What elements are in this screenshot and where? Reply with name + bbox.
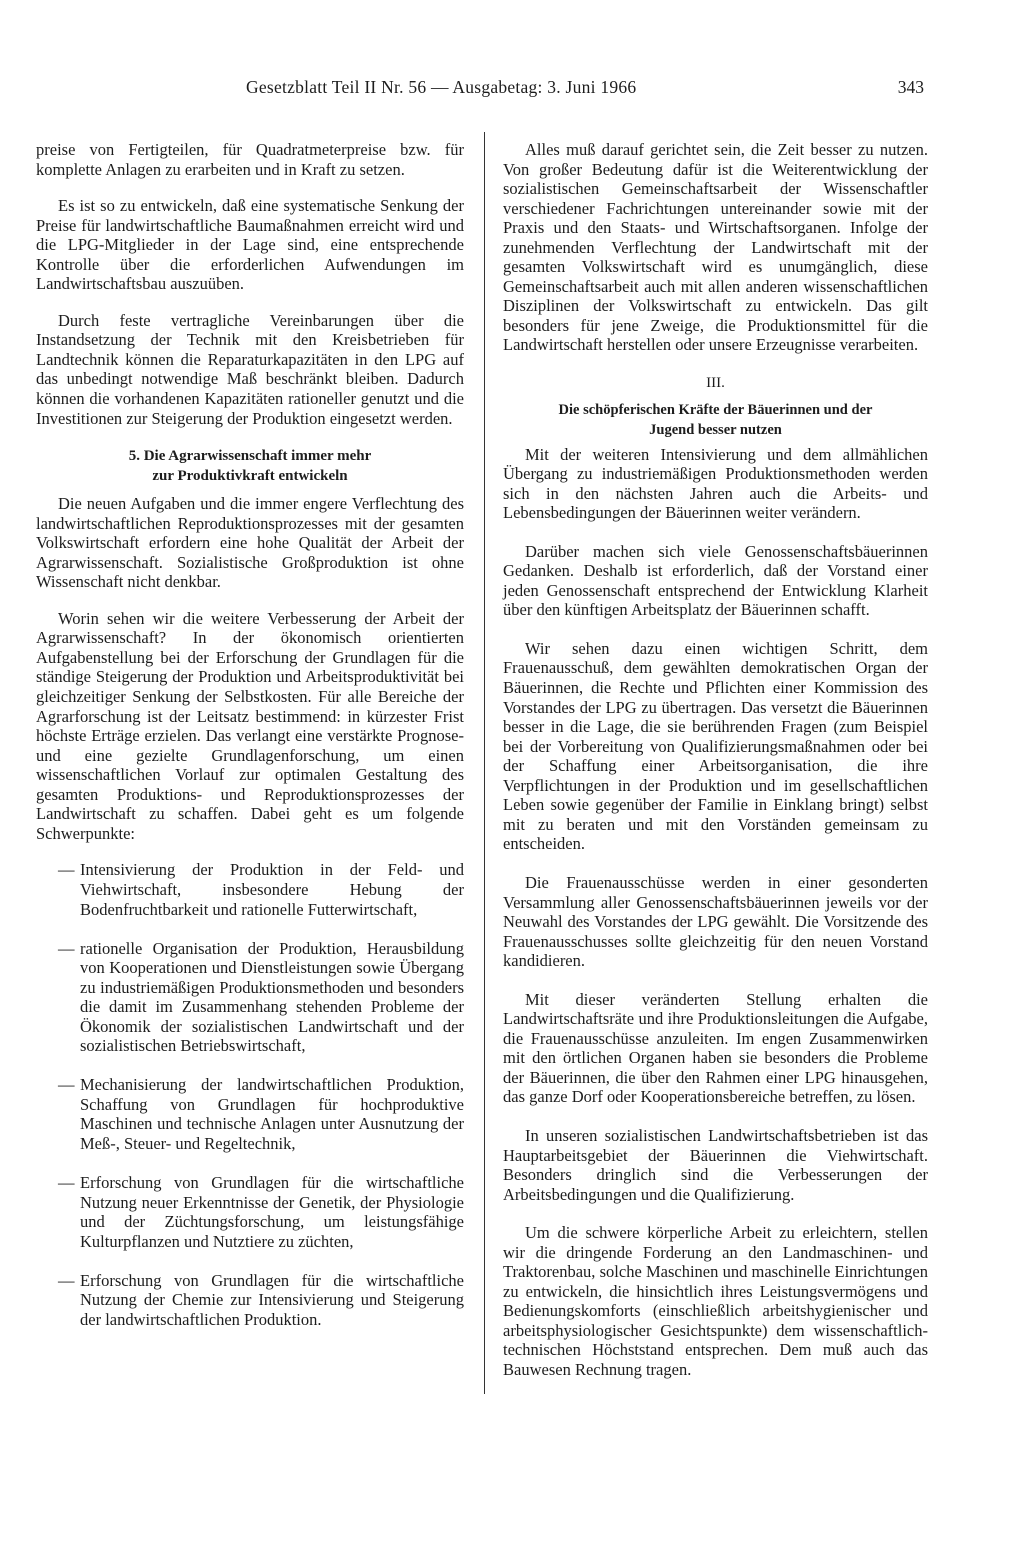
column-divider: [484, 132, 485, 1394]
list-item: [36, 1173, 464, 1251]
paragraph: Es ist so zu entwickeln, daß eine systematische Senkung der Preise für landwirtschaftliche Baumaßnahmen erreicht wird und die LPG-Mitglieder in der Lage sind, eine entsprechende Kontrolle über die erforderlichen Aufwendungen im Landwirtschaftsbau auszuüben.: [36, 196, 464, 294]
paragraph: Um die schwere körperliche Arbeit zu erleichtern, stellen wir die dringende Forderung an den Landmaschinen- und Traktorenbau, solche Maschinen und maschinelle Einrichtungen zu entwickeln, die hinsichtlich ihres Leistungsvermögens und Bedienungskomforts (einschließlich arbeitshygienischer und arbeitsphysiologischer Gesichtspunkte) dem wissenschaftlich-technischen Höchststand entsprechen. Dem muß auch das Bauwesen Rechnung tragen.: [503, 1223, 928, 1379]
dash-marker: —: [58, 1270, 75, 1290]
list-item-text: Erforschung von Grundlagen für die wirtschaftliche Nutzung neuer Erkenntnisse der Genetik, der Physiologie und der Züchtungsforschung, um leistungsfähige Kulturpflanzen und Nutztiere zu züchten,: [80, 1173, 464, 1251]
paragraph: Die Frauenausschüsse werden in einer gesonderten Versammlung aller Genossenschaftsbäuerinnen jeweils vor der Neuwahl des Vorstandes der LPG gewählt. Die Vorsitzende des Frauenausschusses sollte gleichzeitig für den neuen Vorstand kandidieren.: [503, 872, 928, 971]
section-heading: [36, 446, 464, 486]
section-heading-line: Jugend besser nutzen: [649, 421, 782, 438]
paragraph: Mit dieser veränderten Stellung erhalten die Landwirtschaftsräte und ihre Produktionsleitungen die Aufgabe, die Frauenausschüsse anzuleiten. Im engen Zusammenwirken mit den örtlichen Organen haben sie besonders die Probleme der Bäuerinnen, die über den Rahmen einer LPG hinausgehen, das ganze Dorf oder Kooperationsbereiche betreffen, zu lösen.: [503, 989, 928, 1107]
paragraph: Durch feste vertragliche Vereinbarungen über die Instandsetzung der Technik mit den Kreisbetrieben für Landtechnik können die Reparaturkapazitäten in den LPG auf das unbedingt notwendige Maß beschränkt bleiben. Dadurch können die vorhandenen Kapazitäten rationeller genutzt und die Investitionen zur Steigerung der Produktion eingesetzt werden.: [36, 310, 464, 428]
section-heading: [503, 400, 928, 440]
header-title: Gesetzblatt Teil II Nr. 56 — Ausgabetag: 3. Juni 1966: [246, 77, 637, 97]
page-number: 343: [897, 77, 924, 97]
section-number: III.: [706, 375, 725, 392]
section-heading-line: Die schöpferischen Kräfte der Bäuerinnen und der: [558, 401, 873, 418]
paragraph: Worin sehen wir die weitere Verbesserung der Arbeit der Agrarwissenschaft? In der ökonomisch orientierten Aufgabenstellung bei der Erforschung der Grundlagen für die ständige Steigerung der Produktion und Arbeitsproduktivität bei gleichzeitiger Senkung der Selbstkosten. Für alle Bereiche der Agrarforschung ist der Leitsatz bestimmend: in kürzester Frist höchste Erträge erzielen. Das verlangt eine verstärkte Prognose- und eine gezielte Grundlagenforschung, um einen wissenschaftlichen Vorlauf zur optimalen Gestaltung des gesamten Produktions- und Reproduktionsprozesses der Landwirtschaft zu schaffen. Dabei geht es um folgende Schwerpunkte:: [36, 608, 464, 843]
bullet-list: [36, 860, 464, 1329]
list-item-text: Intensivierung der Produktion in der Feld- und Viehwirtschaft, insbesondere Hebung der Bodenfruchtbarkeit und rationelle Futterwirtschaft,: [80, 860, 464, 919]
dash-marker: —: [58, 938, 75, 958]
paragraph: preise von Fertigteilen, für Quadratmeterpreise bzw. für komplette Anlagen zu erarbeiten und in Kraft zu setzen.: [36, 140, 464, 179]
list-item: [36, 1271, 464, 1330]
list-item-text: rationelle Organisation der Produktion, Herausbildung von Kooperationen und Dienstleistungen sowie Übergang zu industriemäßigen Produktionsmethoden und besonders die damit im Zusammenhang stehenden Probleme der Ökonomik der sozialistischen Landwirtschaft und der sozialistischen Betriebswirtschaft,: [80, 938, 464, 1056]
left-column: [36, 140, 464, 1349]
list-item-text: Erforschung von Grundlagen für die wirtschaftliche Nutzung der Chemie zur Intensivierung und Steigerung der landwirtschaftlichen Produktion.: [80, 1270, 464, 1329]
paragraph: Die neuen Aufgaben und die immer engere Verflechtung des landwirtschaftlichen Reproduktionsprozesses mit der gesamten Volkswirtschaft erfordern eine hohe Qualität der Arbeit der Agrarwissenschaft. Sozialistische Großproduktion ist ohne Wissenschaft nicht denkbar.: [36, 494, 464, 592]
dash-marker: —: [58, 1173, 75, 1193]
list-item: [36, 1075, 464, 1153]
list-item: [36, 939, 464, 1056]
paragraph: Wir sehen dazu einen wichtigen Schritt, dem Frauenausschuß, dem gewählten demokratischen Organ der Bäuerinnen, die Rechte und Pflichten einer Kommission des Vorstandes der LPG zu übertragen. Das versetzt die Bäuerinnen besser in die Lage, die sie berührenden Fragen (zum Beispiel bei der Vorbereitung von Qualifizierungsmaßnahmen oder bei der Schaffung einer Arbeitsorganisation, die ihre Verpflichtungen in der Produktion und im gesellschaftlichen Leben sowie gegenüber der Familie in Einklang bringt) selbst mit zu beraten und mit den Vorständen gemeinsam zu entscheiden.: [503, 638, 928, 854]
paragraph: In unseren sozialistischen Landwirtschaftsbetrieben ist das Hauptarbeitsgebiet der Bäuerinnen die Viehwirtschaft. Besonders dringlich sind die Verbesserungen der Arbeitsbedingungen und die Qualifizierung.: [503, 1125, 928, 1204]
list-item: [36, 860, 464, 919]
section-heading-line: zur Produktivkraft entwickeln: [152, 468, 348, 485]
dash-marker: —: [58, 1075, 75, 1095]
paragraph: Alles muß darauf gerichtet sein, die Zeit besser zu nutzen. Von großer Bedeutung dafür ist die Weiterentwicklung der sozialistischen Gemeinschaftsarbeit der Wissenschaftler verschiedener Fachrichtungen untereinander sowie mit der Praxis und den Staats- und Wirtschaftsorganen. Infolge der zunehmenden Verflechtung der Landwirtschaft mit der gesamten Volkswirtschaft wird es unumgänglich, diese Gemeinschaftsarbeit auch mit allen anderen wissenschaftlichen Disziplinen der Volkswirtschaft zu entwickeln. Das gilt besonders für jene Zweige, die Produktionsmittel für die Landwirtschaft herstellen oder unsere Erzeugnisse verarbeiten.: [503, 140, 928, 355]
section-heading-line: 5. Die Agrarwissenschaft immer mehr: [128, 448, 372, 465]
list-item-text: Mechanisierung der landwirtschaftlichen Produktion, Schaffung von Grundlagen für hochproduktive Maschinen und technische Anlagen unter Ausnutzung der Meß-, Steuer- und Regeltechnik,: [80, 1075, 464, 1153]
paragraph: Darüber machen sich viele Genossenschaftsbäuerinnen Gedanken. Deshalb ist erforderlich, daß der Vorstand einer jeden Genossenschaft entsprechend der Entwicklung Klarheit über den künftigen Arbeitsplatz der Bäuerinnen schafft.: [503, 541, 928, 620]
paragraph: Mit der weiteren Intensivierung und dem allmählichen Übergang zu industriemäßigen Produktionsmethoden werden sich in den nächsten Jahren auch die Arbeits- und Lebensbedingungen der Bäuerinnen weiter verändern.: [503, 444, 928, 523]
dash-marker: —: [58, 860, 75, 880]
right-column: [503, 140, 928, 1399]
